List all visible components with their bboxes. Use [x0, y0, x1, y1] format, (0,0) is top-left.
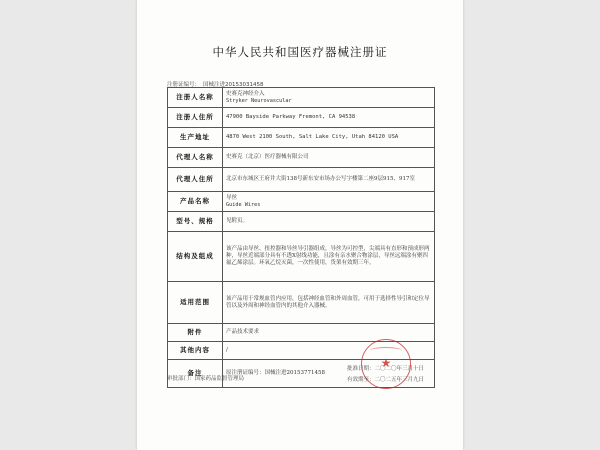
field-label: 代理人名称: [168, 148, 223, 168]
table-row: [168, 168, 435, 192]
field-label: 备注: [168, 360, 223, 388]
seal-star-icon: ★: [380, 356, 392, 370]
field-label: 注册人名称: [168, 88, 223, 108]
field-label: 生产地址: [168, 128, 223, 148]
field-label: 注册人住所: [168, 108, 223, 128]
field-label: 适用范围: [168, 282, 223, 324]
approving-authority: 审批部门：国家药品监督管理局: [167, 376, 245, 382]
table-row: [168, 88, 435, 108]
registrant-name-cn: 史赛克神经介入: [226, 90, 265, 97]
field-value: 史赛克（北京）医疗器械有限公司: [223, 148, 435, 168]
field-value: 原注册证编号：国械注进20153771458: [223, 360, 435, 388]
field-label: 其他内容: [168, 342, 223, 360]
table-row: [168, 108, 435, 128]
table-row: [168, 282, 435, 324]
field-label: 代理人住所: [168, 168, 223, 192]
field-value: 47900 Bayside Parkway Fremont, CA 94538: [223, 108, 435, 128]
table-row: [168, 232, 435, 282]
field-value: [223, 192, 435, 212]
product-name-cn: 导丝: [226, 194, 238, 201]
field-value: [223, 88, 435, 108]
registrant-name-en: Stryker Neurovascular: [226, 97, 292, 104]
field-value: 该产品由导丝、扭控器和导丝导引器组成，导丝为可控型，尖端具有直形和预成形两种，导丝近端部分具有不透X射线功能，且涂有亲水聚合物涂层，导丝远端涂有聚四氟乙烯涂层。环氧乙烷灭菌，一次性使用，货架有效期三年。: [223, 232, 435, 282]
table-row: [168, 128, 435, 148]
certificate-number-label: 注册证编号：: [167, 82, 201, 88]
table-row: [168, 148, 435, 168]
product-name-en: Guide Wires: [226, 201, 261, 208]
field-label: 附件: [168, 324, 223, 342]
certificate-page: [137, 0, 463, 450]
field-value: 见附页。: [223, 212, 435, 232]
field-label: 产品名称: [168, 192, 223, 212]
field-value: /: [223, 342, 435, 360]
approval-dates: [347, 364, 424, 386]
field-label: 型号、规格: [168, 212, 223, 232]
field-value: 4870 West 2100 South, Salt Lake City, Utah 84120 USA: [223, 128, 435, 148]
approval-date: 批准日期：二〇二〇年三月十日: [347, 366, 425, 372]
seal-ring: [370, 347, 402, 354]
field-value: 产品技术要求: [223, 324, 435, 342]
field-value: 北京市东城区王府井大街138号新东安市场办公写字楼第二座9层915、917室: [223, 168, 435, 192]
valid-until-date: 有效期至：二〇二五年三月九日: [347, 377, 425, 383]
table-row: [168, 192, 435, 212]
table-row: [168, 212, 435, 232]
certificate-number: 国械注进20153031458: [203, 82, 264, 88]
table-row: [168, 324, 435, 342]
field-label: 结构及组成: [168, 232, 223, 282]
document-title: 中华人民共和国医疗器械注册证: [212, 45, 388, 59]
field-value: 该产品用于常规血管内应用，包括神经血管和外周血管，可用于选择性导引和定位导管以及外周和神经血管内的其他介入器械。: [223, 282, 435, 324]
